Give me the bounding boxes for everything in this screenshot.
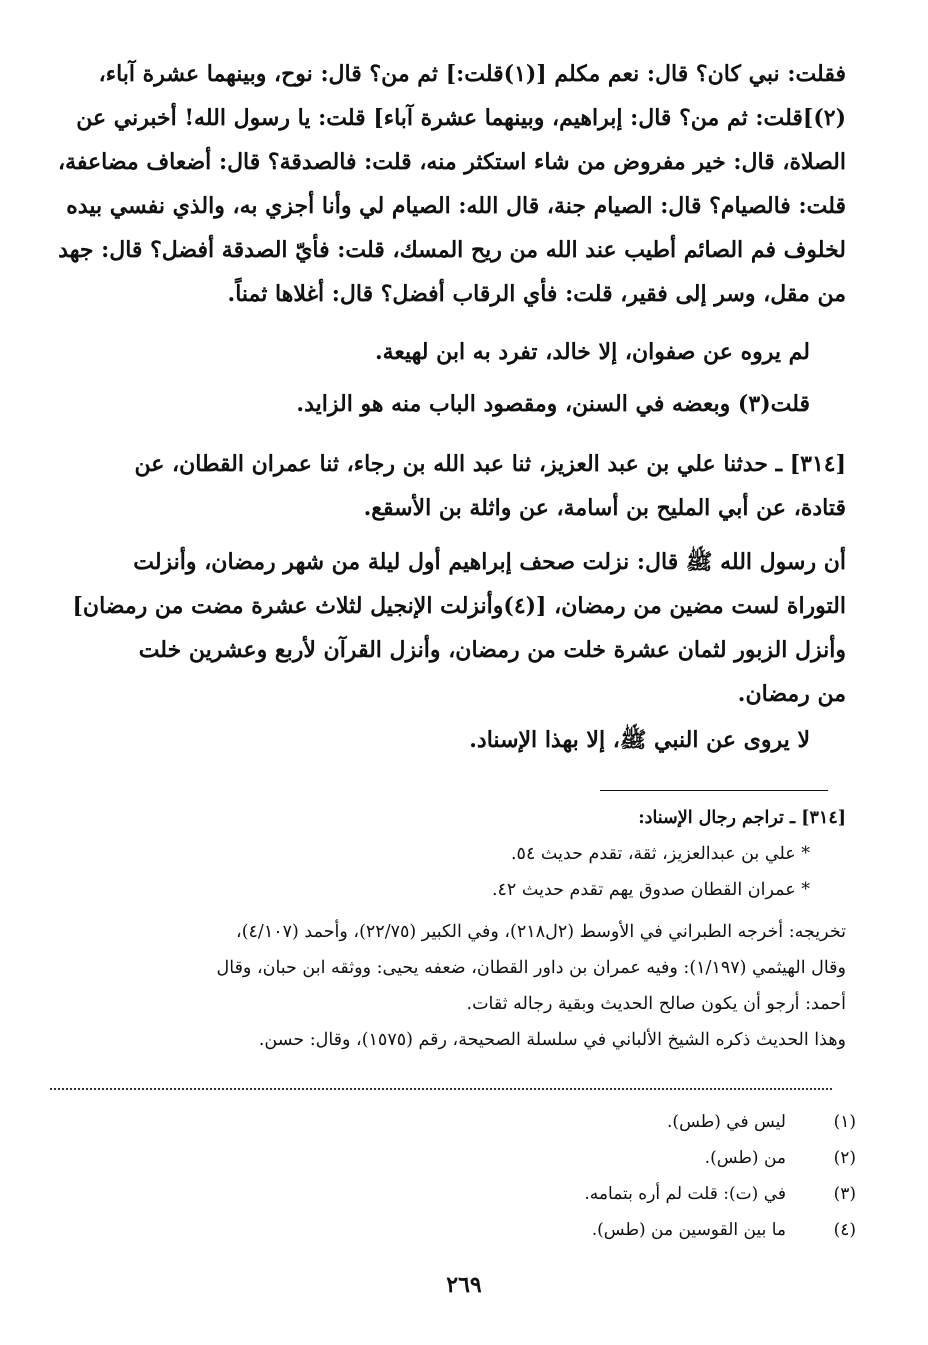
footnote-text: من (طس). [704,1148,786,1168]
takhrij-line: وقال الهيثمي (١/١٩٧): وفيه عمران بن داور القطان، ضعفه يحيى: ووثقه ابن حبان، وقال [216,958,846,978]
hadith-313-continuation [48,52,846,316]
text-line: التوراة لست مضين من رمضان، [(٤)وأنزلت الإنجيل لثلاث عشرة مضت من رمضان] [72,593,846,619]
footnote-text: ليس في (طس). [667,1112,786,1132]
footnote-number: (٤) [833,1220,856,1240]
footnote [48,1140,856,1176]
text-line: من رمضان. [737,681,846,707]
footnotes [48,1104,856,1248]
footnote [48,1104,856,1140]
hadith-notes [48,800,846,1058]
text-line: من مقل، وسر إلى فقير، قلت: فأي الرقاب أفضل؟ قال: أغلاها ثمناً. [227,281,846,307]
notes-heading: [٣١٤] ـ تراجم رجال الإسناد: [638,808,846,828]
footnotes-divider [50,1088,832,1090]
page-number: ٢٦٩ [446,1272,482,1298]
footnote [48,1212,856,1248]
text-line: الصلاة، قال: خير مفروض من شاء استكثر منه، قلت: فالصدقة؟ قال: أضعاف مضاعفة، [58,149,846,175]
narrator-entry: * عمران القطان صدوق يهم تقدم حديث ٤٢. [491,880,810,900]
text-line: أن رسول الله ﷺ قال: نزلت صحف إبراهيم أول ليلة من شهر رمضان، وأنزلت [133,549,846,575]
footnote-number: (١) [833,1112,856,1132]
narrator-entry: * علي بن عبدالعزيز، ثقة، تقدم حديث ٥٤. [510,844,810,864]
comment-line: لا يروى عن النبي ﷺ، إلا بهذا الإسناد. [469,727,810,753]
takhrij-line: تخريجه: أخرجه الطبراني في الأوسط (٢ل٢١٨)، وفي الكبير (٢٢/٧٥)، وأحمد (٤/١٠٧)، [236,922,846,942]
text-line: قلت: فالصيام؟ قال: الصيام جنة، قال الله: الصيام لي وأنا أجزي به، والذي نفسي بيده [66,193,846,219]
footnote-text: في (ت): قلت لم أره بتمامه. [584,1184,786,1204]
comment-block-1 [48,330,846,426]
text-line: لخلوف فم الصائم أطيب عند الله من ريح المسك، قلت: فأيّ الصدقة أفضل؟ قال: جهد [58,237,846,263]
comment-line: قلت(٣) وبعضه في السنن، ومقصود الباب منه هو الزايد. [296,391,810,417]
albani-note: وهذا الحديث ذكره الشيخ الألباني في سلسلة الصحيحة، رقم (١٥٧٥)، وقال: حسن. [258,1030,846,1050]
text-line: وأنزل الزبور لثمان عشرة خلت من رمضان، وأنزل القرآن لأربع وعشرين خلت [138,637,846,663]
comment-block-2 [48,718,846,762]
hadith-314-isnad [48,442,846,530]
takhrij-line: أحمد: أرجو أن يكون صالح الحديث وبقية رجاله ثقات. [466,994,846,1014]
footnote-text: ما بين القوسين من (طس). [591,1220,786,1240]
text-line: قتادة، عن أبي المليح بن أسامة، عن واثلة بن الأسقع. [363,495,846,521]
footnote-number: (٣) [833,1184,856,1204]
footnote-number: (٢) [833,1148,856,1168]
text-line: [٣١٤] ـ حدثنا علي بن عبد العزيز، ثنا عبد الله بن رجاء، ثنا عمران القطان، عن [134,451,846,477]
hadith-314-matn [48,540,846,716]
text-line: فقلت: نبي كان؟ قال: نعم مكلم [(١)قلت:] ثم من؟ قال: نوح، وبينهما عشرة آباء، [98,61,846,87]
footnote [48,1176,856,1212]
text-line: (٢)]قلت: ثم من؟ قال: إبراهيم، وبينهما عشرة آباء] قلت: يا رسول الله! أخبرني عن [76,105,846,131]
notes-divider [600,790,828,791]
comment-line: لم يروه عن صفوان، إلا خالد، تفرد به ابن لهيعة. [374,339,810,365]
